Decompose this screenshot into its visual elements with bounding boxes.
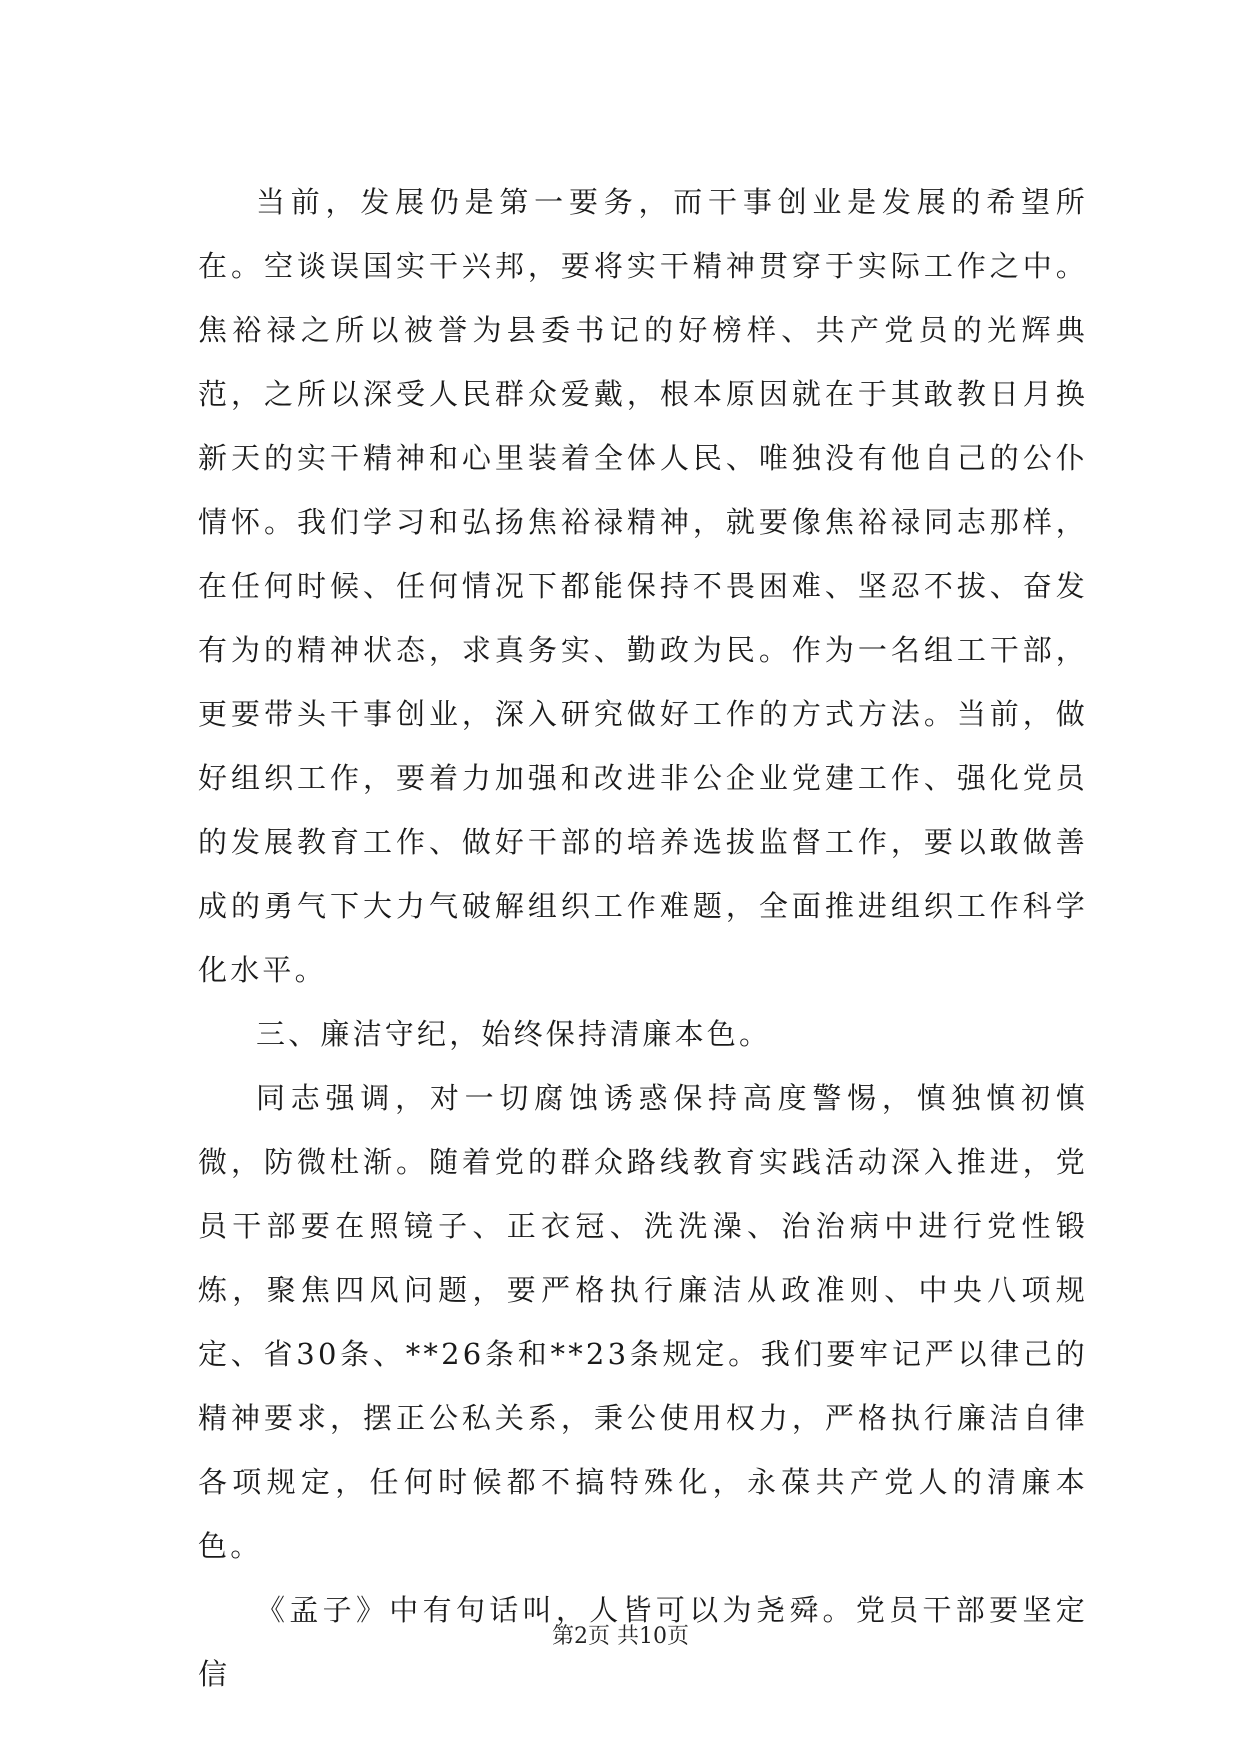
paragraph-practical-spirit: 当前，发展仍是第一要务，而干事创业是发展的希望所在。空谈误国实干兴邦，要将实干精神贯穿于实际工作之中。焦裕禄之所以被誉为县委书记的好榜样、共产党员的光辉典范，之所以深受人民群众爱戴，根本原因就在于其敢教日月换新天的实干精神和心里装着全体人民、唯独没有他自己的公仆情怀。我们学习和弘扬焦裕禄精神，就要像焦裕禄同志那样，在任何时候、任何情况下都能保持不畏困难、坚忍不拔、奋发有为的精神状态，求真务实、勤政为民。作为一名组工干部，更要带头干事创业，深入研究做好工作的方式方法。当前，做好组织工作，要着力加强和改进非公企业党建工作、强化党员的发展教育工作、做好干部的培养选拔监督工作，要以敢做善成的勇气下大力气破解组织工作难题，全面推进组织工作科学化水平。 <box>198 185 1088 987</box>
paragraph-integrity: 同志强调，对一切腐蚀诱惑保持高度警惕，慎独慎初慎微，防微杜渐。随着党的群众路线教育实践活动深入推进，党员干部要在照镜子、正衣冠、洗洗澡、治治病中进行党性锻炼，聚焦四风问题，要严格执行廉洁从政准则、中央八项规定、省30条、**26条和**23条规定。我们要牢记严以律己的精神要求，摆正公私关系，秉公使用权力，严格执行廉洁自律各项规定，任何时候都不搞特殊化，永葆共产党人的清廉本色。 <box>198 1081 1088 1563</box>
page-number-footer: 第2页 共10页 <box>552 1624 689 1649</box>
section-heading-integrity: 三、廉洁守纪，始终保持清廉本色。 <box>256 1017 772 1051</box>
body-text <box>198 170 1088 1706</box>
paragraph-mencius: 《孟子》中有句话叫，人皆可以为尧舜。党员干部要坚定信 <box>198 1593 1088 1691</box>
